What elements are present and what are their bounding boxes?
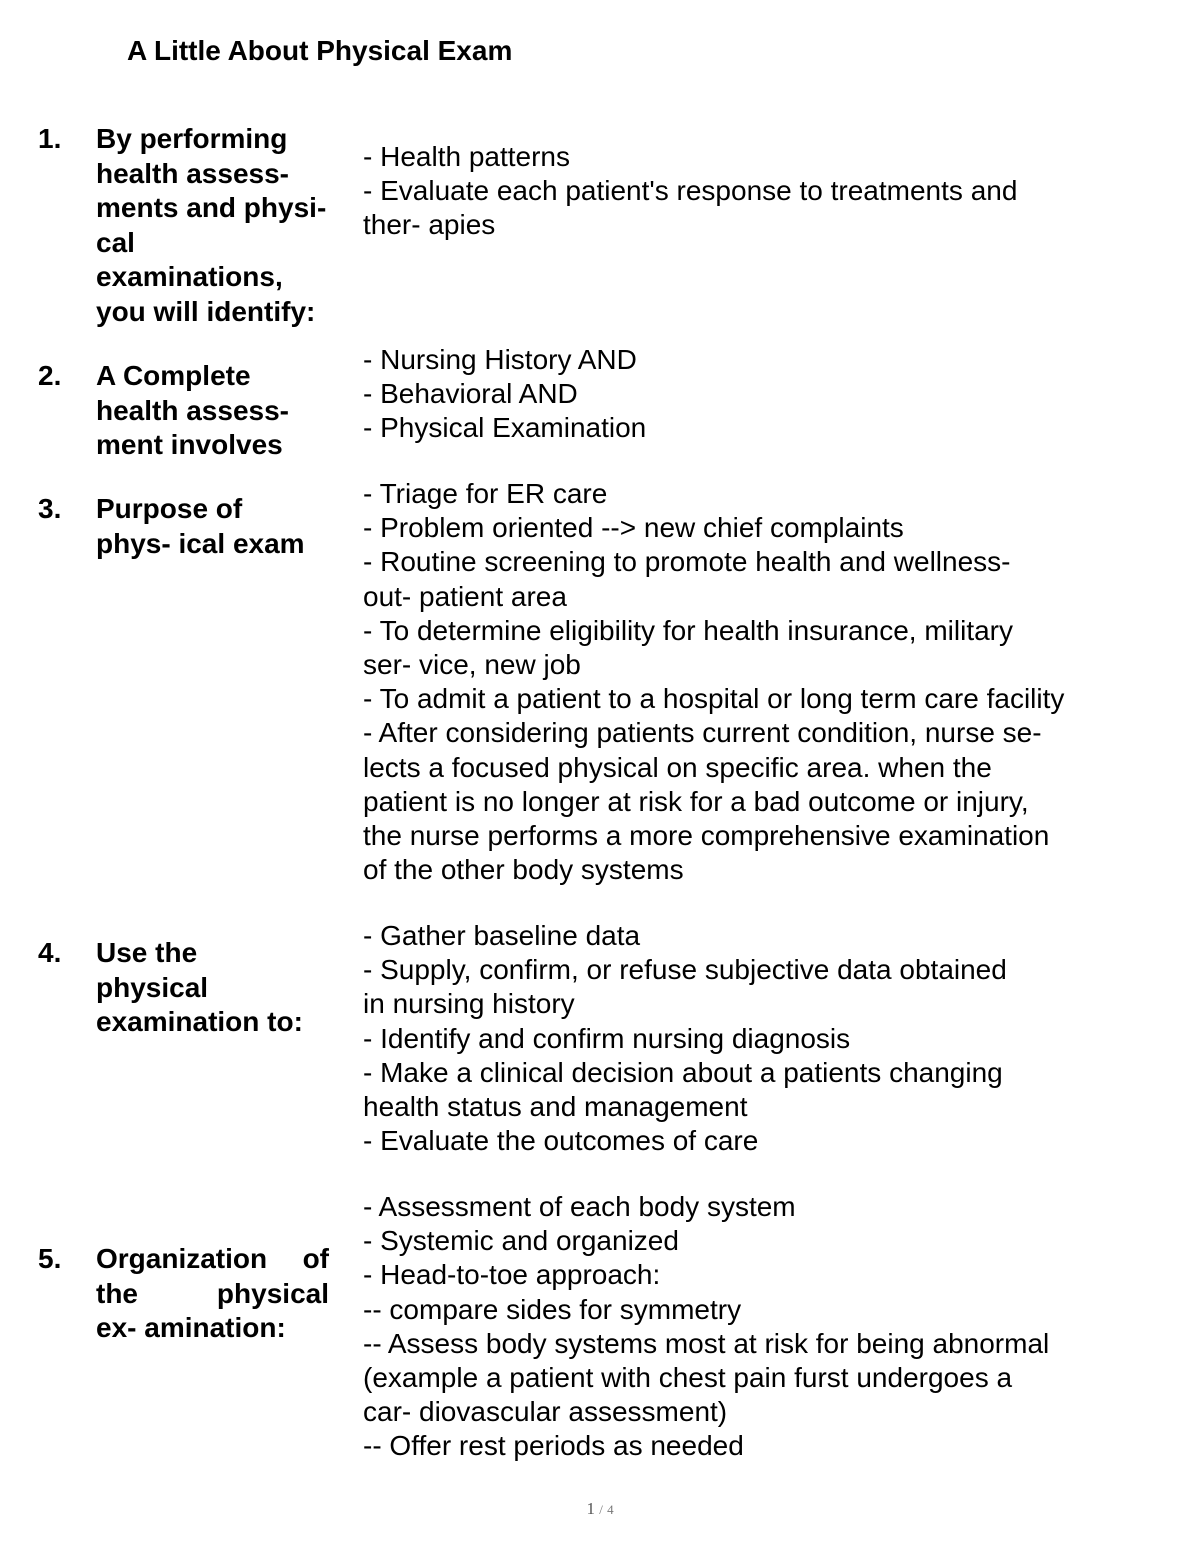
content-line: patient is no longer at risk for a bad outcome or injury, [363, 785, 1029, 817]
item-label-line: physical [96, 971, 209, 1003]
item-label-line: Use the [96, 937, 198, 968]
content-line: ser- vice, new job [363, 649, 581, 681]
content-line: lects a focused physical on specific area. when the [363, 751, 992, 783]
item-label [96, 122, 358, 329]
content-line: - To determine eligibility for health insurance, military [363, 614, 1013, 646]
item-label-line: A Complete [96, 360, 251, 391]
item-label-line: health assess- [96, 157, 289, 189]
item-label-line: phys- ical exam [96, 527, 305, 559]
item-label-line: examinations, [96, 261, 283, 292]
item-label-line: By performing [96, 123, 288, 154]
item-label-line: you will identify: [96, 295, 316, 327]
item-label-line: the physical [96, 1277, 329, 1309]
page-separator: / [599, 1502, 603, 1517]
content-line: -- Assess body systems most at risk for being abnormal [363, 1327, 1050, 1359]
content-line: - Physical Examination [363, 412, 647, 444]
item-content [363, 140, 1193, 243]
item-label-line: Purpose of [96, 493, 243, 524]
content-line: - Gather baseline data [363, 920, 641, 951]
item-label-line: cal [96, 226, 135, 258]
content-line: - Assessment of each body system [363, 1191, 796, 1222]
content-line: - Routine screening to promote health and wellness- [363, 546, 1011, 578]
content-line: - Behavioral AND [363, 378, 578, 410]
content-line: car- diovascular assessment) [363, 1396, 728, 1428]
item-label [96, 359, 358, 463]
content-line: - Evaluate each patient's response to treatments and [363, 175, 1018, 207]
content-line: - Identify and confirm nursing diagnosis [363, 1022, 851, 1054]
item-label [96, 492, 358, 561]
page-title: A Little About Physical Exam [127, 35, 513, 66]
content-line: out- patient area [363, 580, 567, 612]
content-line: - After considering patients current condition, nurse se- [363, 717, 1042, 749]
item-label [96, 1242, 358, 1346]
content-line: -- compare sides for symmetry [363, 1293, 742, 1325]
content-line: (example a patient with chest pain furst undergoes a [363, 1362, 1013, 1394]
page-indicator [0, 1499, 1200, 1519]
content-line: in nursing history [363, 988, 575, 1020]
content-line: ther- apies [363, 209, 496, 241]
item-label-line: ex- amination: [96, 1312, 286, 1343]
page-current: 1 [586, 1499, 595, 1518]
item-label-line: Organization of [96, 1243, 329, 1274]
item-content [363, 477, 1193, 887]
content-line: - Triage for ER care [363, 478, 608, 509]
item-number: 5. [38, 1243, 62, 1274]
item-number: 2. [38, 360, 62, 391]
item-label-line: health assess- [96, 394, 289, 426]
content-line: health status and management [363, 1091, 748, 1123]
content-line: - Supply, confirm, or refuse subjective data obtained [363, 954, 1007, 986]
item-label-line: ment involves [96, 429, 283, 460]
content-line: - Health patterns [363, 141, 570, 172]
item-content [363, 919, 1193, 1158]
item-label-line: ments and physi- [96, 192, 327, 223]
content-line: - Evaluate the outcomes of care [363, 1125, 759, 1157]
content-line: - Nursing History AND [363, 344, 637, 375]
content-line: - Problem oriented --> new chief complaints [363, 512, 904, 544]
item-label-line: examination to: [96, 1006, 303, 1037]
item-content [363, 343, 1193, 446]
content-line: - Make a clinical decision about a patients changing [363, 1056, 1003, 1088]
content-line: - Head-to-toe approach: [363, 1259, 661, 1291]
item-number: 1. [38, 123, 62, 154]
item-number: 3. [38, 493, 62, 524]
content-line: - To admit a patient to a hospital or long term care facility [363, 683, 1065, 715]
content-line: - Systemic and organized [363, 1225, 679, 1257]
content-line: -- Offer rest periods as needed [363, 1430, 744, 1462]
page-total: 4 [607, 1502, 614, 1517]
item-number: 4. [38, 937, 62, 968]
item-content [363, 1190, 1193, 1464]
content-line: the nurse performs a more comprehensive examination [363, 820, 1050, 852]
content-line: of the other body systems [363, 854, 684, 886]
item-label [96, 936, 358, 1040]
